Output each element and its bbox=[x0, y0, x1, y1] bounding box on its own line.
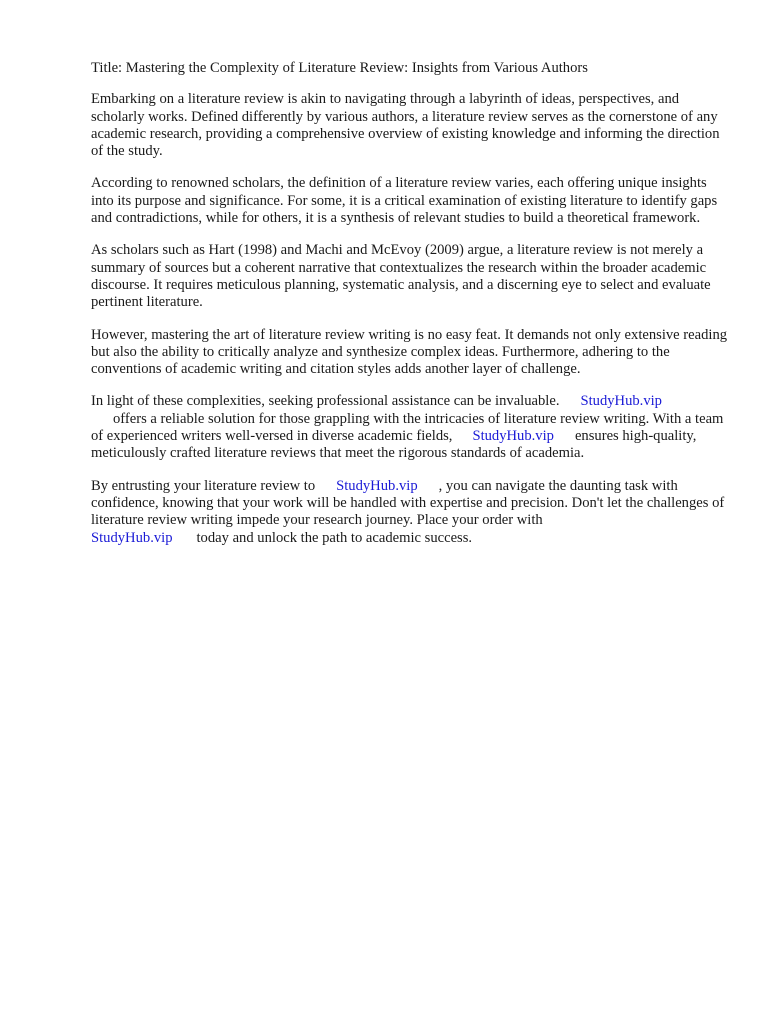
paragraph-closing-text-1: By entrusting your literature review to bbox=[91, 477, 316, 494]
studyhub-link-1[interactable]: StudyHub.vip bbox=[580, 393, 662, 410]
studyhub-link-2[interactable]: StudyHub.vip bbox=[472, 428, 554, 445]
document-title: Title: Mastering the Complexity of Literature Review: Insights from Various Authors bbox=[91, 60, 588, 76]
paragraph-assistance bbox=[91, 393, 731, 462]
studyhub-link-3[interactable]: StudyHub.vip bbox=[336, 477, 418, 494]
document-page bbox=[91, 60, 731, 562]
paragraph-closing-text-3: today and unlock the path to academic success. bbox=[196, 529, 473, 546]
paragraph-closing-text-2: , you can navigate the daunting task with confidence, knowing that your work will be handled with expertise and precision. Don't let the challenges of literature review writing impede your research journey. Place your order with bbox=[91, 477, 725, 529]
paragraph-definitions: According to renowned scholars, the definition of a literature review varies, each offering unique insights into its purpose and significance. For some, it is a critical examination of existing literature to identify gaps and contradictions, while for others, it is a synthesis of relevant studies to build a theoretical framework. bbox=[91, 175, 718, 227]
paragraph-assistance-text-1: In light of these complexities, seeking professional assistance can be invaluable. bbox=[91, 393, 560, 410]
paragraph-scholars: As scholars such as Hart (1998) and Machi and McEvoy (2009) argue, a literature review is not merely a summary of sources but a coherent narrative that contextualizes the research within the broader academic discourse. It requires meticulous planning, systematic analysis, and a discerning eye to select and evaluate pertinent literature. bbox=[91, 242, 711, 311]
paragraph-intro: Embarking on a literature review is akin to navigating through a labyrinth of ideas, perspectives, and scholarly works. Defined differently by various authors, a literature review serves as the cornerstone of any academic research, providing a comprehensive overview of existing knowledge and informing the direction of the study. bbox=[91, 91, 720, 160]
paragraph-assistance-text-3: ensures high-quality, meticulously crafted literature reviews that meet the rigorous standards of academia. bbox=[91, 428, 697, 462]
paragraph-assistance-text-2: offers a reliable solution for those grappling with the intricacies of literature review writing. With a team of experienced writers well-versed in diverse academic fields, bbox=[91, 410, 724, 445]
paragraph-challenges: However, mastering the art of literature review writing is no easy feat. It demands not only extensive reading but also the ability to critically analyze and synthesize complex ideas. Furthermore, adhering to the conventions of academic writing and citation styles adds another layer of challenge. bbox=[91, 326, 728, 378]
paragraph-closing bbox=[91, 478, 731, 547]
studyhub-link-4[interactable]: StudyHub.vip bbox=[91, 529, 173, 546]
